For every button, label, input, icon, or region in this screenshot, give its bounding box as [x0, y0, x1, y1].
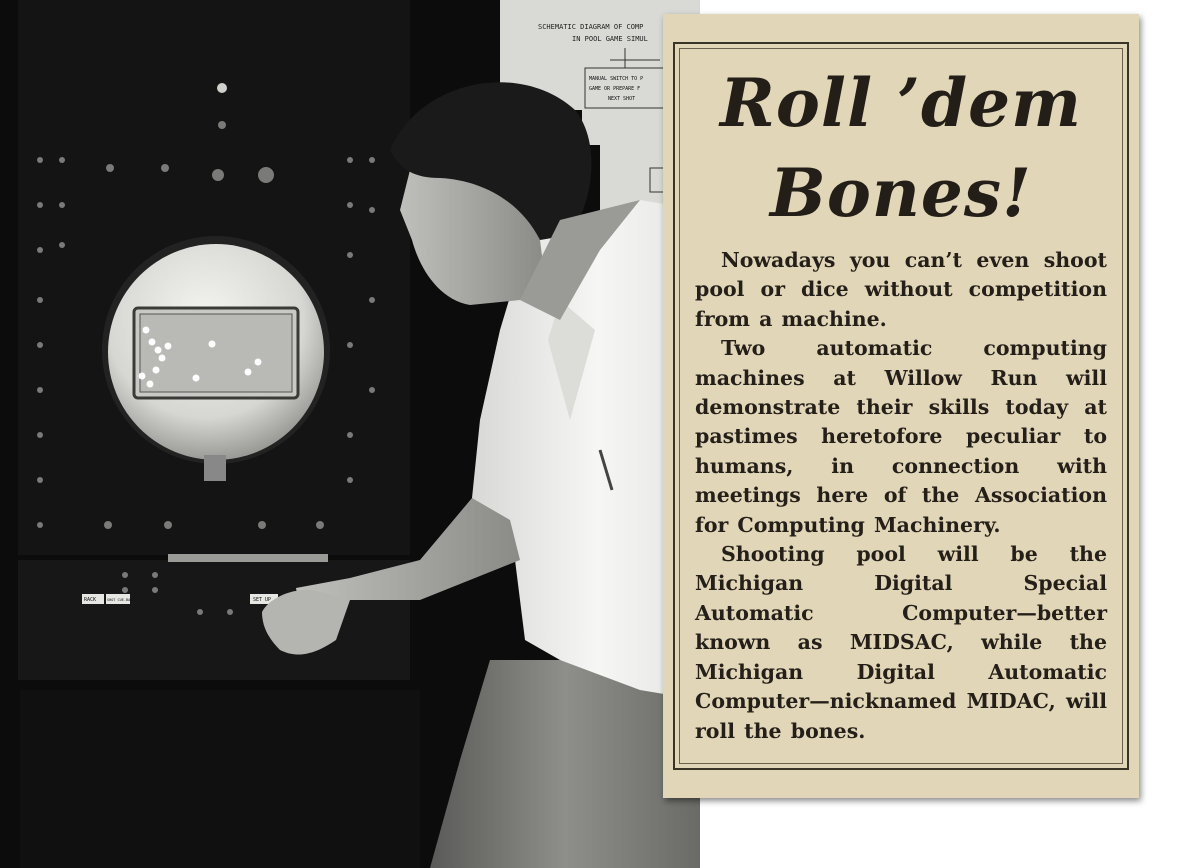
- diagram-box-line-1: MANUAL SWITCH TO P: [589, 76, 644, 82]
- article-paragraph-1: Nowadays you can’t even shoot pool or dice without competition from a machine.: [695, 248, 1107, 331]
- diagram-box-line-3: NEXT SHOT: [608, 96, 636, 102]
- headline-line-2: Bones!: [770, 154, 1032, 232]
- diagram-subtitle: IN POOL GAME SIMUL: [572, 35, 648, 43]
- screen-mount: [204, 455, 226, 481]
- button-label-shot: SHOT CUE-BALL: [107, 598, 135, 602]
- button-label-setup: SET UP: [253, 597, 272, 603]
- diagram-box-line-2: GAME OR PREPARE F: [589, 86, 641, 92]
- article-paragraph-2: Two automatic computing machines at Willow Run will demonstrate their skills today at pastimes heretofore peculiar to humans, in connection with meetings here of the Association for Computing Machinery.: [695, 336, 1107, 537]
- headline-line-1: Roll ’dem: [720, 64, 1082, 142]
- button-label-rack: RACK: [84, 597, 97, 603]
- newspaper-clipping: [663, 14, 1139, 798]
- article-paragraph-3: Shooting pool will be the Michigan Digital Special Automatic Computer—better known as MIDSAC, while the Michigan Digital Automatic Computer—nicknamed MIDAC, will roll the bones.: [695, 542, 1107, 743]
- panel-light-strip: [168, 554, 328, 562]
- headline: [693, 58, 1109, 238]
- diagram-title: SCHEMATIC DIAGRAM OF COMP: [538, 23, 644, 31]
- article-body: [695, 246, 1107, 746]
